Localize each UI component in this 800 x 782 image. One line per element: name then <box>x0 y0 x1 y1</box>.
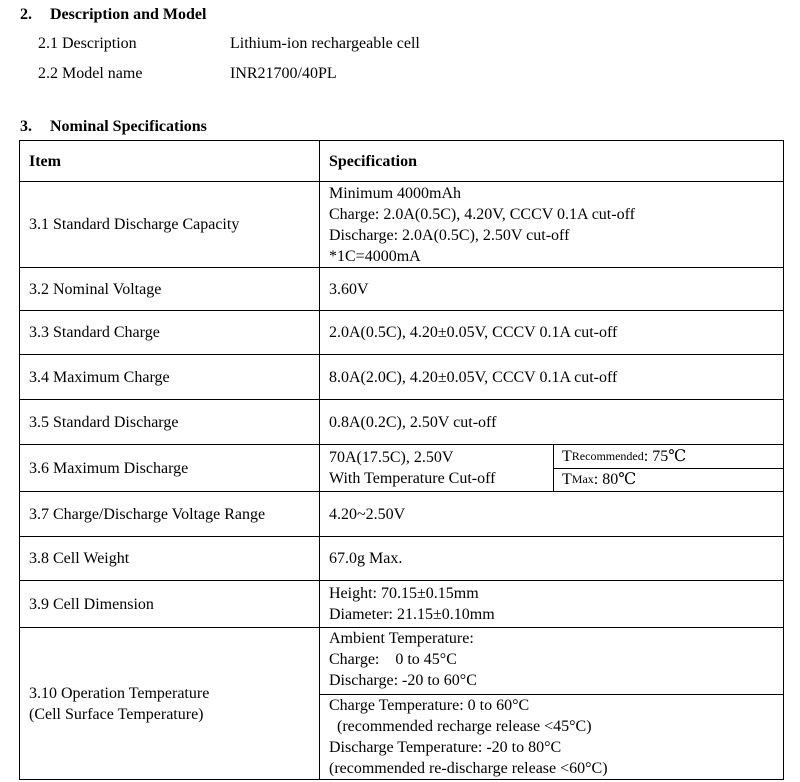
section-number: 3. <box>20 118 32 135</box>
table-header-row <box>20 141 784 182</box>
section-2-heading <box>20 6 206 24</box>
spec-cell <box>320 445 784 492</box>
spec-cell: 3.60V <box>320 268 784 311</box>
spec-cell <box>320 182 784 268</box>
specifications-table <box>19 140 784 780</box>
item-cell: 3.4 Maximum Charge <box>20 355 320 400</box>
spec-line: Height: 70.15±0.15mm <box>329 585 479 602</box>
item-cell: 3.8 Cell Weight <box>20 537 320 581</box>
spec-line: *1C=4000mA <box>329 247 421 265</box>
table-row <box>20 581 784 628</box>
spec-line: Ambient Temperature: <box>329 630 474 647</box>
spec-line: Charge Temperature: 0 to 60°C <box>329 697 530 714</box>
item-cell <box>20 628 320 780</box>
table-row <box>20 537 784 581</box>
table-row <box>20 355 784 400</box>
ambient-temperature-block <box>320 628 783 694</box>
max-discharge-spec <box>320 445 554 491</box>
cell-temperature-block <box>320 694 783 779</box>
item-cell: 3.1 Standard Discharge Capacity <box>20 182 320 268</box>
item-cell: 3.2 Nominal Voltage <box>20 268 320 311</box>
spec-cell: 0.8A(0.2C), 2.50V cut-off <box>320 400 784 445</box>
spec-line: Charge: 0 to 45°C <box>329 651 457 668</box>
spec-cell: 8.0A(2.0C), 4.20±0.05V, CCCV 0.1A cut-off <box>320 355 784 400</box>
max-temperature <box>554 469 783 492</box>
spec-line: Minimum 4000mAh <box>329 184 462 202</box>
spec-line: Discharge Temperature: -20 to 80°C <box>329 739 562 756</box>
spec-line: 70A(17.5C), 2.50V <box>329 449 454 466</box>
description-label: 2.1 Description <box>38 35 137 52</box>
temp-subscript: Max <box>571 472 594 487</box>
table-row <box>20 628 784 780</box>
item-line: (Cell Surface Temperature) <box>29 705 204 723</box>
item-cell: 3.5 Standard Discharge <box>20 400 320 445</box>
spec-line: (recommended recharge release <45°C) <box>329 718 592 735</box>
spec-line: Discharge: 2.0A(0.5C), 2.50V cut-off <box>329 226 570 244</box>
model-name-value: INR21700/40PL <box>230 65 337 82</box>
temp-symbol: T <box>562 447 572 465</box>
table-row <box>20 492 784 537</box>
spec-line: Charge: 2.0A(0.5C), 4.20V, CCCV 0.1A cut-off <box>329 205 635 223</box>
item-cell: 3.3 Standard Charge <box>20 311 320 355</box>
temp-value: : 75℃ <box>643 447 687 465</box>
spec-line: Diameter: 21.15±0.10mm <box>329 606 495 623</box>
table-row <box>20 400 784 445</box>
section-title: Description and Model <box>50 6 207 23</box>
description-value: Lithium-ion rechargeable cell <box>230 35 420 52</box>
table-row <box>20 445 784 492</box>
spec-line: With Temperature Cut-off <box>329 470 496 487</box>
item-cell: 3.6 Maximum Discharge <box>20 445 320 492</box>
spec-cell: 67.0g Max. <box>320 537 784 581</box>
temp-symbol: T <box>562 471 572 489</box>
item-line: 3.10 Operation Temperature <box>29 684 210 702</box>
temperature-limits <box>554 445 783 491</box>
section-number: 2. <box>20 6 32 23</box>
table-row <box>20 182 784 268</box>
section-3-heading <box>20 118 207 136</box>
temp-value: : 80℃ <box>593 471 637 489</box>
item-cell: 3.9 Cell Dimension <box>20 581 320 628</box>
table-row <box>20 268 784 311</box>
model-name-label: 2.2 Model name <box>38 65 143 82</box>
recommended-temperature <box>554 445 783 469</box>
item-header: Item <box>20 141 320 182</box>
temp-subscript: Recommended <box>571 448 644 463</box>
spec-cell: 2.0A(0.5C), 4.20±0.05V, CCCV 0.1A cut-off <box>320 311 784 355</box>
spec-line: Discharge: -20 to 60°C <box>329 672 477 689</box>
spec-cell: 4.20~2.50V <box>320 492 784 537</box>
spec-header: Specification <box>320 141 784 182</box>
spec-line: (recommended re-discharge release <60°C) <box>329 760 608 777</box>
spec-cell <box>320 581 784 628</box>
item-cell: 3.7 Charge/Discharge Voltage Range <box>20 492 320 537</box>
table-row <box>20 311 784 355</box>
spec-cell <box>320 628 784 780</box>
section-title: Nominal Specifications <box>50 118 207 135</box>
